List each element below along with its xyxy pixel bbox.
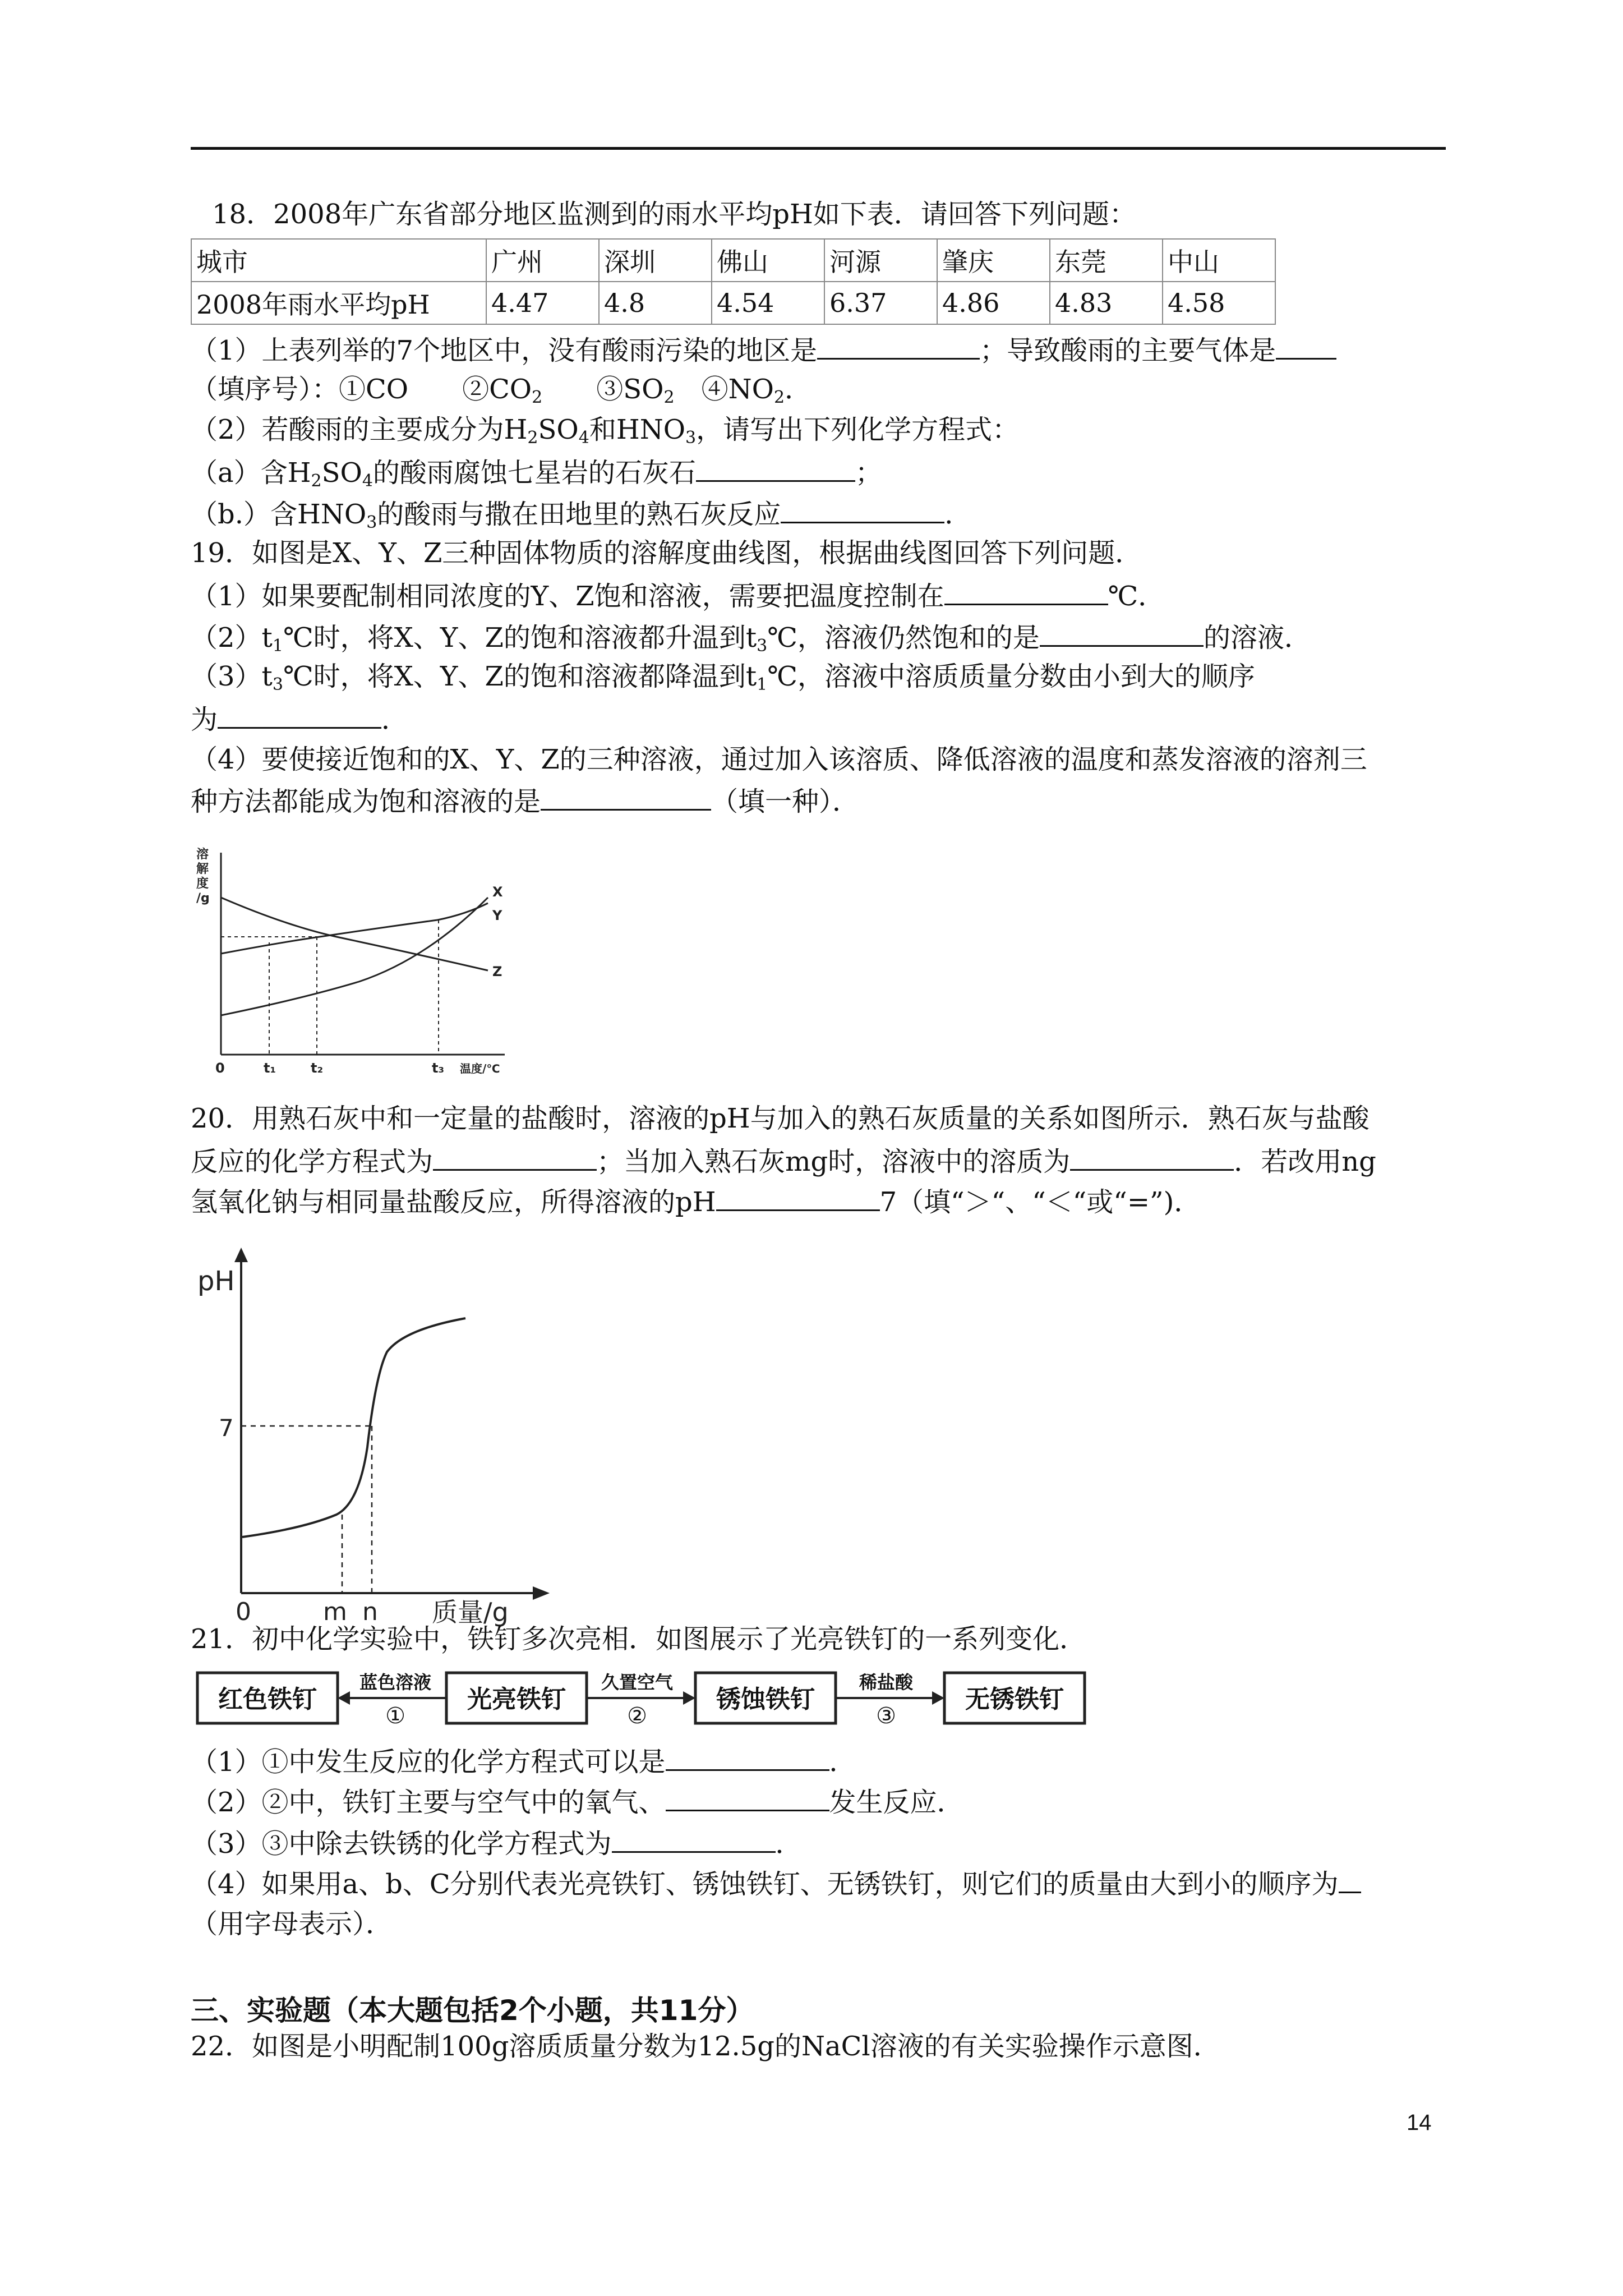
q19-part3-text: 为: [191, 704, 218, 735]
table-cell: 4.58: [1163, 282, 1275, 324]
answer-blank[interactable]: [1339, 1866, 1361, 1893]
q18-part2-text: （2）若酸雨的主要成分为H: [191, 414, 528, 445]
table-cell: 4.47: [486, 282, 599, 324]
q19-part4: （4）要使接近饱和的X、Y、Z的三种溶液，通过加入该溶质、降低溶液的温度和蒸发溶液的溶剂三: [191, 744, 1367, 775]
q21-text: （3）③中除去铁锈的化学方程式为: [191, 1828, 612, 1860]
table-cell: 深圳: [599, 239, 712, 282]
solubility-curve-figure: [191, 841, 561, 1083]
q21-text: （2）②中，铁钉主要与空气中的氧气、: [191, 1787, 666, 1818]
option-text: ．: [785, 374, 812, 405]
iron-nail-flowchart: [191, 1660, 1110, 1736]
q18-a-text: （a）含H: [191, 457, 311, 489]
subscript: 2: [311, 471, 322, 491]
q19-part1-text: ℃．: [1108, 581, 1165, 612]
flow-label: 光亮铁钉: [467, 1685, 566, 1714]
curve-y: [221, 903, 488, 954]
tick-t3: t₃: [432, 1060, 444, 1076]
q21-part4-cont: （用字母表示）．: [191, 1908, 393, 1940]
option-text: （填序号）：①CO ②CO: [191, 374, 532, 405]
q21-part3: [191, 1825, 803, 1861]
subscript: 3: [272, 675, 283, 694]
q18-part1-text: （1）上表列举的7个地区中，没有酸雨污染的地区是: [191, 335, 818, 366]
subscript: 3: [685, 428, 697, 448]
table-cell: 河源: [824, 239, 937, 282]
step-number: ③: [876, 1703, 896, 1729]
table-cell: 佛山: [712, 239, 824, 282]
q20-line2: [191, 1143, 1376, 1179]
section-heading: 三、实验题（本大题包括2个小题，共11分）: [191, 1994, 754, 2027]
answer-blank[interactable]: [433, 1143, 597, 1171]
q20-text: 氢氧化钠与相同量盐酸反应，所得溶液的pH: [191, 1186, 716, 1218]
arrowhead-3: [932, 1691, 944, 1705]
tick-7: 7: [219, 1414, 234, 1442]
subscript: 1: [272, 636, 283, 656]
q21-part4: [191, 1866, 1361, 1901]
q18-part1-text2: ；导致酸雨的主要气体是: [980, 335, 1276, 366]
q19-part2-text: 的溶液．: [1203, 622, 1311, 654]
q18-b-text: （b.）含HNO: [191, 499, 367, 530]
table-cell: 中山: [1163, 239, 1275, 282]
subscript: 3: [757, 636, 768, 656]
q19-part3-text: ．: [381, 704, 409, 735]
flow-label: 红色铁钉: [218, 1685, 317, 1714]
q22-stem: 22．如图是小明配制100g溶质质量分数为12.5g的NaCl溶液的有关实验操作示意图．: [191, 2031, 1220, 2062]
subscript: 2: [773, 388, 785, 407]
q19-part2-text: （2）t: [191, 622, 273, 654]
table-cell: 肇庆: [937, 239, 1050, 282]
arrow-condition: 久置空气: [601, 1672, 674, 1693]
answer-blank[interactable]: [696, 454, 855, 482]
q20-line3: [191, 1184, 1201, 1219]
y-axis-arrow: [234, 1248, 248, 1262]
ylabel-char: 解: [196, 862, 209, 876]
q21-stem: 21．初中化学实验中，铁钉多次亮相．如图展示了光亮铁钉的一系列变化．: [191, 1623, 1087, 1655]
q18-part2-text: SO: [538, 414, 579, 445]
tick-n: n: [362, 1598, 378, 1626]
q18-part1: [191, 332, 1336, 367]
q19-part3-text: ℃，溶液中溶质质量分数由小到大的顺序: [767, 661, 1255, 692]
q21-text: ．: [829, 1746, 856, 1778]
q18-part-b: [191, 496, 971, 531]
table-cell: 4.83: [1050, 282, 1163, 324]
ph-curve-figure: [191, 1245, 583, 1627]
x-axis-arrow: [533, 1586, 550, 1600]
table-cell: 4.86: [937, 282, 1050, 324]
answer-blank[interactable]: [781, 496, 944, 523]
answer-blank[interactable]: [1040, 619, 1204, 647]
q21-text: （4）如果用a、b、C分别代表光亮铁钉、锈蚀铁钉、无锈铁钉，则它们的质量由大到小的顺序为: [191, 1869, 1339, 1900]
q18-part2: [191, 413, 1019, 447]
option-text: ④NO: [674, 374, 774, 405]
tick-m: m: [323, 1598, 347, 1626]
ph-curve: [242, 1318, 465, 1537]
tick-t1: t₁: [264, 1060, 276, 1076]
subscript: 1: [757, 675, 768, 694]
ylabel-char: 溶: [196, 848, 209, 862]
q18-part2-text: ，请写出下列化学方程式：: [696, 414, 1020, 445]
option-text: ③SO: [542, 374, 664, 405]
table-cell: 城市: [191, 239, 486, 282]
arrow-condition: 稀盐酸: [859, 1672, 914, 1693]
q18-a-text: SO: [321, 457, 362, 489]
answer-blank[interactable]: [1070, 1143, 1234, 1171]
q19-part4-text: （填一种）．: [711, 786, 860, 817]
origin-label: 0: [215, 1060, 225, 1076]
answer-blank[interactable]: [612, 1825, 776, 1853]
answer-blank[interactable]: [218, 701, 381, 729]
page-number: 14: [1407, 2110, 1432, 2135]
step-number: ②: [627, 1703, 647, 1729]
q21-text: （1）①中发生反应的化学方程式可以是: [191, 1746, 666, 1778]
q21-part1: [191, 1743, 856, 1779]
flow-label: 锈蚀铁钉: [716, 1685, 815, 1714]
q20-text: 7（填“＞“、“＜“或“=”)．: [879, 1186, 1201, 1218]
table-cell: 东莞: [1050, 239, 1163, 282]
answer-blank[interactable]: [716, 1184, 880, 1211]
ylabel-char: 度: [196, 877, 209, 891]
q18-b-text: 的酸雨与撒在田地里的熟石灰反应: [377, 499, 781, 530]
table-cell: 2008年雨水平均pH: [191, 282, 486, 324]
q18-part-a: [191, 454, 882, 490]
subscript: 2: [532, 388, 543, 407]
table-cell: 4.54: [712, 282, 824, 324]
q19-part2-text: ℃，溶液仍然饱和的是: [767, 622, 1040, 654]
arrowhead-1: [338, 1691, 350, 1705]
header-rule: [191, 147, 1446, 150]
q19-part4-text: 种方法都能成为饱和溶液的是: [191, 786, 541, 817]
curve-label-y: Y: [492, 908, 502, 923]
answer-blank[interactable]: [944, 578, 1108, 605]
q19-part3: [191, 660, 1255, 693]
q18-a-text: 的酸雨腐蚀七星岩的石灰石: [372, 457, 696, 489]
flow-label: 无锈铁钉: [965, 1685, 1064, 1714]
q21-text: 发生反应．: [829, 1787, 964, 1818]
q18-options: [191, 372, 811, 406]
q19-part3-cont: [191, 701, 408, 737]
table-cell: 4.8: [599, 282, 712, 324]
q20-text: ；当加入熟石灰mg时，溶液中的溶质为: [597, 1146, 1071, 1177]
subscript: 3: [366, 513, 377, 532]
curve-x: [221, 898, 488, 1015]
subscript: 2: [663, 388, 675, 407]
subscript: 2: [527, 428, 538, 448]
answer-blank[interactable]: [1276, 332, 1336, 360]
x-axis-label: 质量/g: [432, 1597, 509, 1627]
q20-text: 反应的化学方程式为: [191, 1146, 434, 1177]
q20-line1: 20．用熟石灰中和一定量的盐酸时，溶液的pH与加入的熟石灰质量的关系如图所示．熟石灰与盐酸: [191, 1103, 1370, 1134]
answer-blank[interactable]: [817, 332, 980, 360]
q18-part2-text: 和HNO: [589, 414, 686, 445]
origin-label: 0: [236, 1598, 251, 1626]
q19-part3-text: ℃时，将X、Y、Z的饱和溶液都降温到t: [283, 661, 757, 692]
tick-t2: t₂: [311, 1060, 323, 1076]
x-axis-label: 温度/℃: [460, 1062, 500, 1075]
table-cell: 广州: [486, 239, 599, 282]
q19-stem: 19．如图是X、Y、Z三种固体物质的溶解度曲线图，根据曲线图回答下列问题．: [191, 537, 1142, 569]
subscript: 4: [362, 471, 373, 491]
answer-blank[interactable]: [541, 783, 711, 811]
ylabel-char: /g: [196, 891, 210, 905]
q18-a-text: ；: [855, 457, 882, 489]
table-cell: 6.37: [824, 282, 937, 324]
y-axis-label: pH: [197, 1266, 235, 1297]
step-number: ①: [385, 1703, 405, 1729]
q20-text: ．若改用ng: [1234, 1146, 1376, 1177]
curve-label-x: X: [492, 884, 503, 900]
arrowhead-2: [683, 1691, 695, 1705]
answer-blank[interactable]: [666, 1743, 829, 1771]
q19-part1: [191, 578, 1165, 613]
q18-stem: 18．2008年广东省部分地区监测到的雨水平均pH如下表．请回答下列问题：: [212, 199, 1136, 230]
q21-text: ．: [775, 1828, 803, 1860]
table-data-row: [191, 282, 1275, 324]
q19-part1-text: （1）如果要配制相同浓度的Y、Z饱和溶液，需要把温度控制在: [191, 581, 944, 612]
subscript: 4: [578, 428, 589, 448]
q19-part3-text: （3）t: [191, 661, 273, 692]
q18-b-text: ．: [944, 499, 972, 530]
curve-label-z: Z: [492, 964, 502, 979]
q21-part2: [191, 1784, 964, 1819]
answer-blank[interactable]: [666, 1784, 829, 1811]
q19-part2-text: ℃时，将X、Y、Z的饱和溶液都升温到t: [283, 622, 757, 654]
arrow-condition: 蓝色溶液: [359, 1672, 432, 1693]
table-header-row: [191, 239, 1275, 282]
q19-part4-cont: [191, 783, 859, 818]
q19-part2: [191, 619, 1311, 655]
rainfall-ph-table: [191, 238, 1276, 325]
